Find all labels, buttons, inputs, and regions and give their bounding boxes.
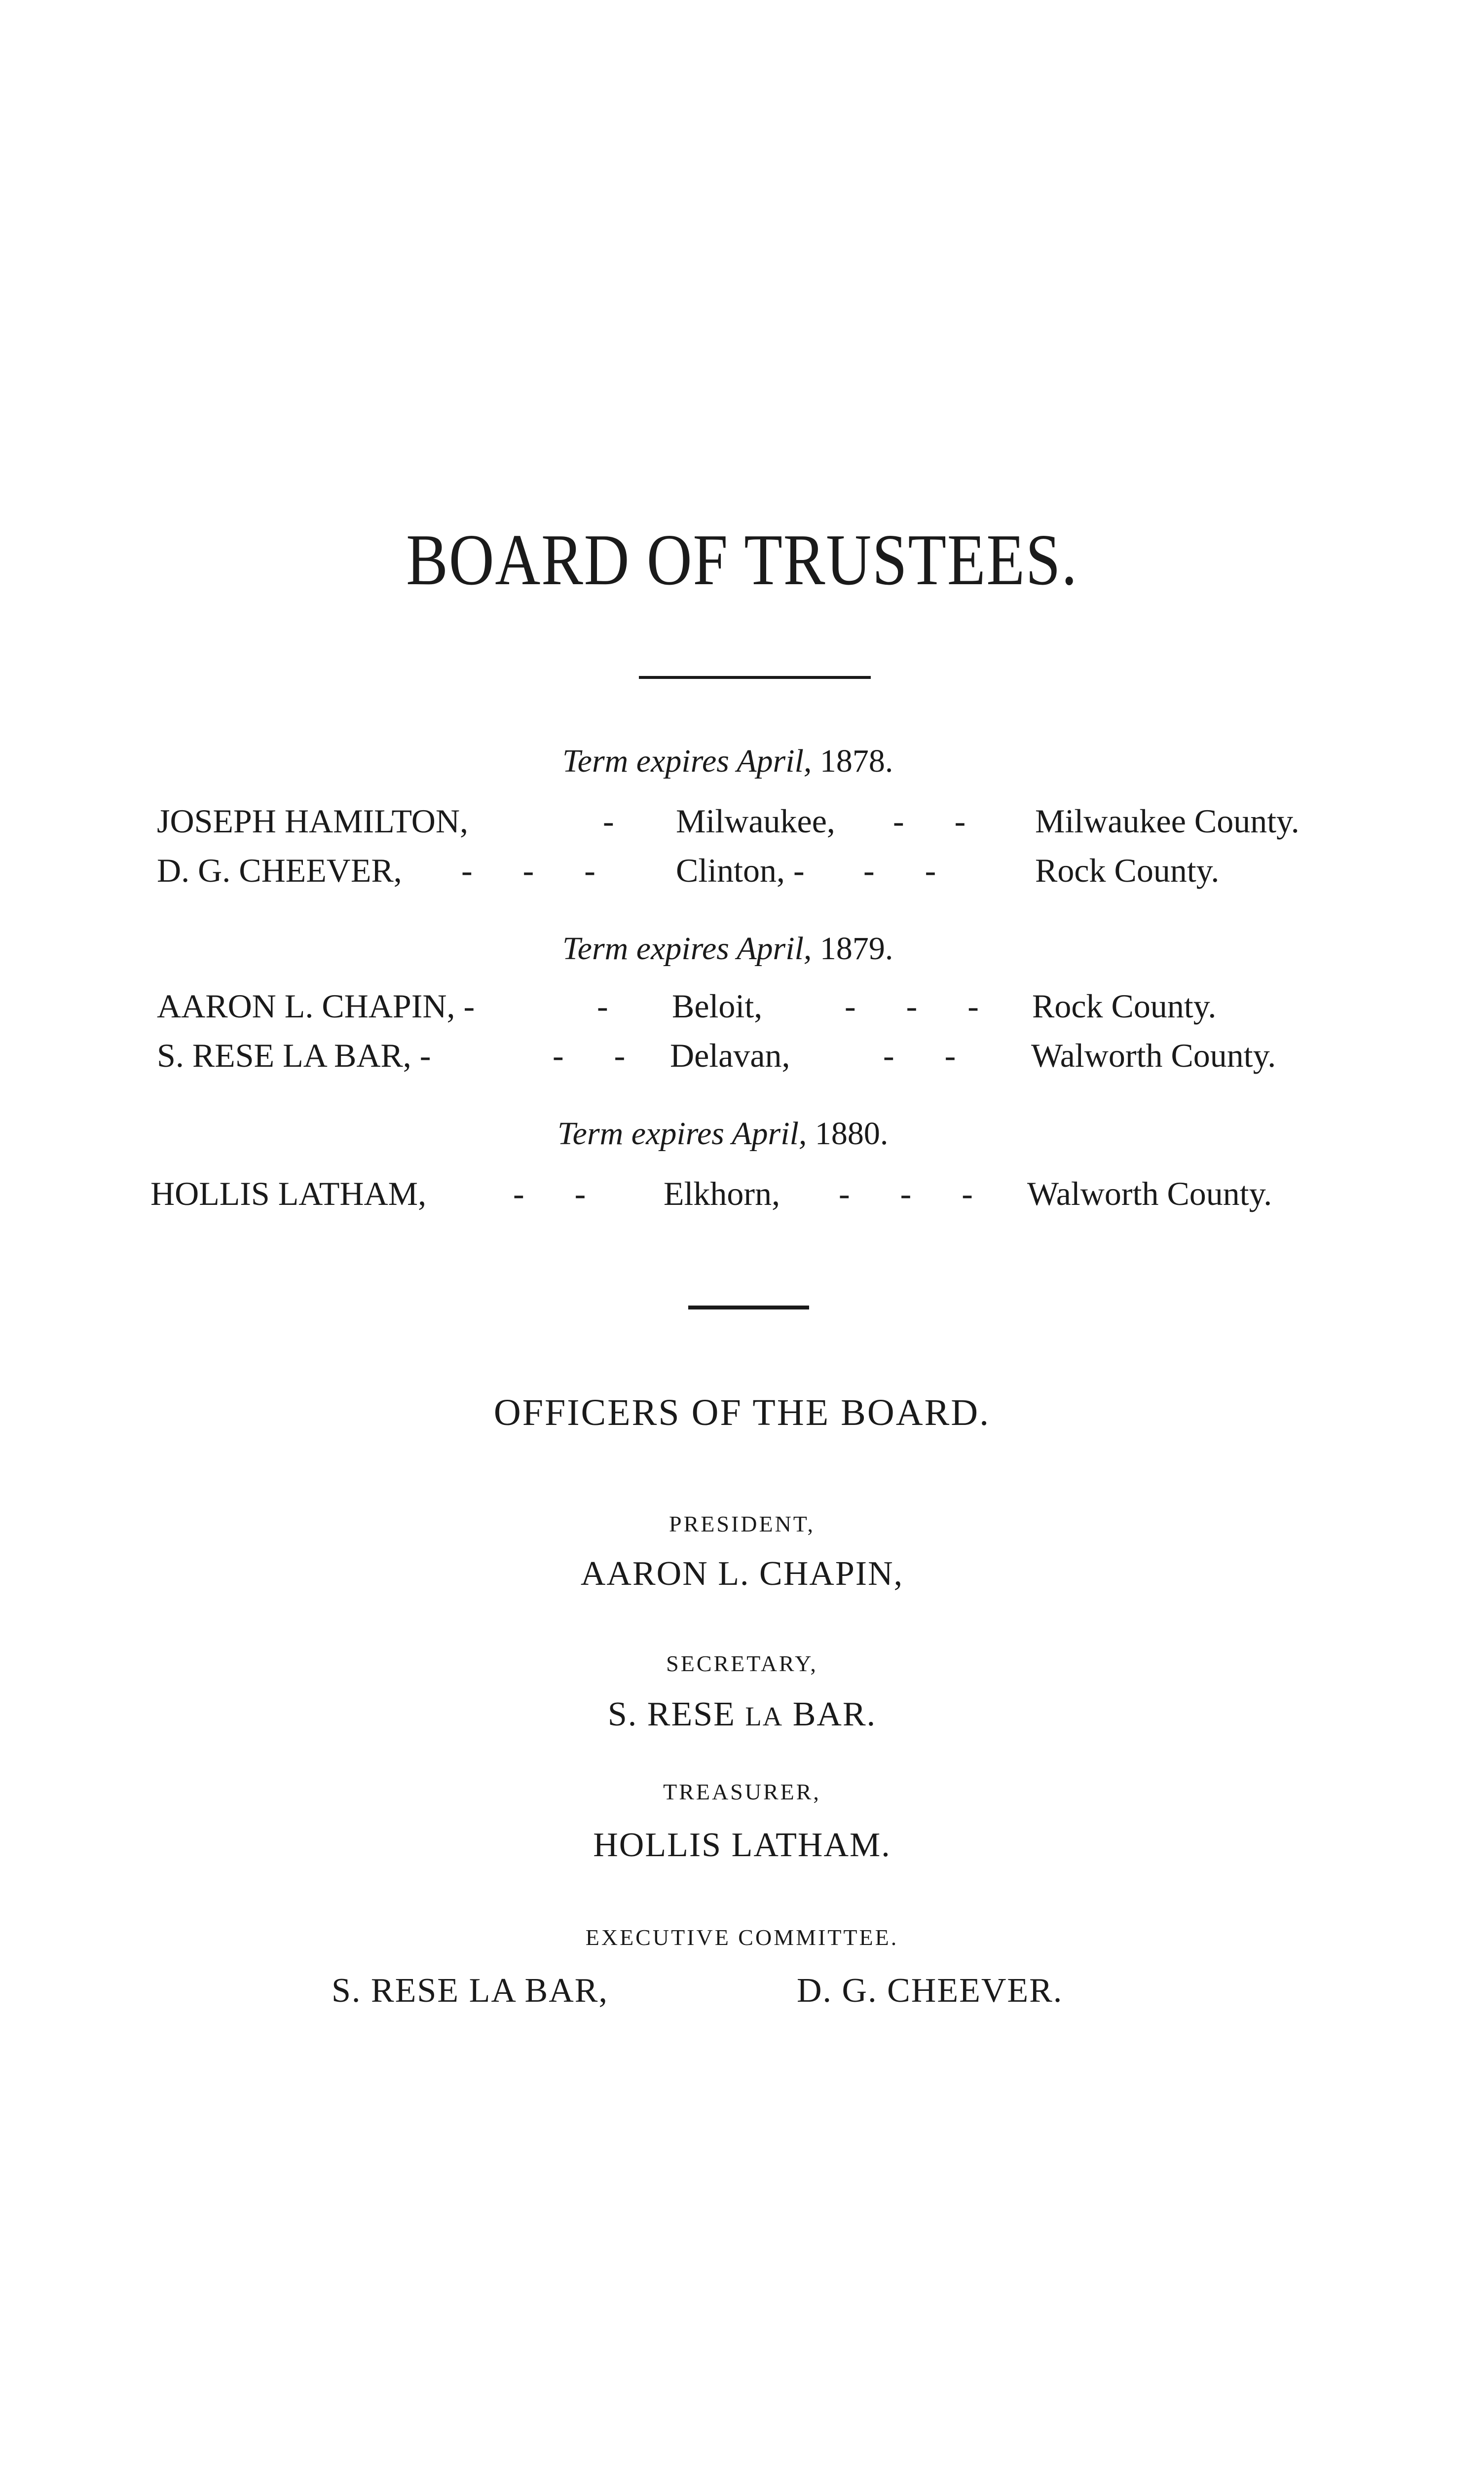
trustee-name: AARON L. CHAPIN, - xyxy=(157,987,475,1025)
treasurer-name: HOLLIS LATHAM. xyxy=(593,1826,891,1864)
term-heading-year: 1880. xyxy=(815,1116,889,1152)
treasurer-label: TREASURER, xyxy=(663,1779,821,1804)
trustee-name: JOSEPH HAMILTON, xyxy=(157,802,468,840)
term-heading-1878 xyxy=(562,743,893,780)
term-heading-text: Term expires April, xyxy=(562,743,812,779)
title-divider xyxy=(639,676,871,679)
term-heading-text: Term expires April, xyxy=(562,931,812,967)
leader-dots: - - xyxy=(893,802,966,840)
trustee-row xyxy=(0,987,1484,1031)
leader-dots: - - xyxy=(553,1037,626,1074)
term-heading-text: Term expires April, xyxy=(557,1116,807,1152)
leader-dots: - - - xyxy=(845,987,979,1025)
leader-dots: - xyxy=(603,802,614,840)
section-divider xyxy=(688,1306,809,1309)
trustee-row xyxy=(0,802,1484,846)
trustee-county: Rock County. xyxy=(1035,852,1220,889)
trustee-name: HOLLIS LATHAM, xyxy=(150,1175,427,1212)
trustee-town: Beloit, xyxy=(672,987,763,1025)
president-label: PRESIDENT, xyxy=(669,1511,815,1536)
trustee-county: Rock County. xyxy=(1032,987,1217,1025)
executive-member: S. RESE LA BAR, xyxy=(332,1972,608,2010)
executive-committee-members xyxy=(0,1971,1484,2016)
leader-dots: - - xyxy=(883,1037,956,1074)
leader-dots: - - xyxy=(513,1175,586,1212)
officers-heading: OFFICERS OF THE BOARD. xyxy=(493,1392,991,1433)
trustee-town: Elkhorn, xyxy=(664,1175,780,1212)
trustee-row xyxy=(0,1036,1484,1081)
executive-member: D. G. CHEEVER. xyxy=(797,1972,1063,2010)
trustee-town: Clinton, - xyxy=(676,852,805,889)
trustee-town: Delavan, xyxy=(670,1037,790,1074)
leader-dots: - xyxy=(597,987,608,1025)
secretary-name-smallcaps: LA xyxy=(745,1701,783,1731)
trustee-county: Walworth County. xyxy=(1031,1037,1276,1074)
secretary-name-part: S. RESE xyxy=(607,1695,745,1733)
trustee-town: Milwaukee, xyxy=(676,802,835,840)
secretary-name-part: BAR. xyxy=(783,1695,877,1733)
executive-committee-label: EXECUTIVE COMMITTEE. xyxy=(585,1925,899,1950)
term-heading-year: 1878. xyxy=(819,743,893,779)
leader-dots: - - - xyxy=(839,1175,973,1212)
president-name: AARON L. CHAPIN, xyxy=(580,1555,904,1593)
trustee-row xyxy=(0,851,1484,896)
term-heading-year: 1879. xyxy=(819,931,893,967)
trustee-county: Walworth County. xyxy=(1027,1175,1272,1212)
leader-dots: - - - xyxy=(461,852,595,889)
trustee-county: Milwaukee County. xyxy=(1035,802,1299,840)
page-title: BOARD OF TRUSTEES. xyxy=(406,520,1078,600)
trustee-row xyxy=(0,1174,1484,1219)
term-heading-1879 xyxy=(562,930,893,968)
secretary-name xyxy=(0,1695,1484,1734)
trustee-name: D. G. CHEEVER, xyxy=(157,852,402,889)
secretary-label: SECRETARY, xyxy=(666,1651,818,1676)
trustee-name: S. RESE LA BAR, - xyxy=(157,1037,431,1074)
term-heading-1880 xyxy=(557,1115,888,1153)
leader-dots: - - xyxy=(863,852,936,889)
